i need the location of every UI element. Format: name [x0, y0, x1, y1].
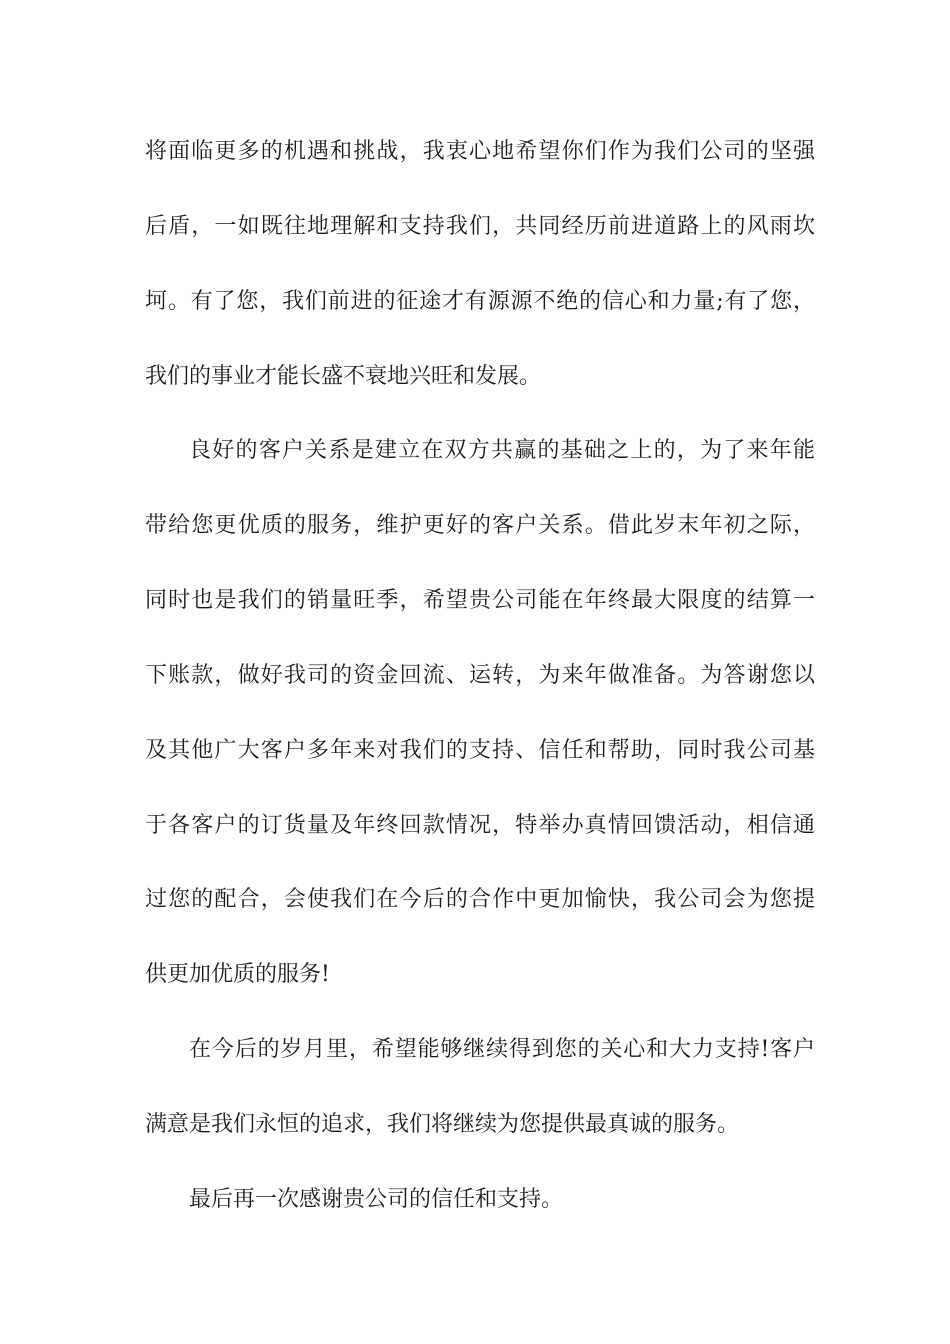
text-line: 后盾，一如既往地理解和支持我们，共同经历前进道路上的风雨坎 — [145, 214, 815, 239]
text-line: 同时也是我们的销量旺季，希望贵公司能在年终最大限度的结算一 — [145, 588, 815, 613]
paragraph-first-line: 良好的客户关系是建立在双方共赢的基础之上的，为了来年能 — [189, 438, 815, 463]
text-line: 供更加优质的服务! — [145, 962, 330, 987]
text-line: 于各客户的订货量及年终回款情况，特举办真情回馈活动，相信通 — [145, 813, 815, 838]
paragraph-first-line: 最后再一次感谢贵公司的信任和支持。 — [189, 1187, 564, 1212]
text-line: 将面临更多的机遇和挑战，我衷心地希望你们作为我们公司的坚强 — [145, 139, 815, 164]
paragraph-first-line: 在今后的岁月里，希望能够继续得到您的关心和大力支持!客户 — [189, 1037, 815, 1062]
text-line: 过您的配合，会使我们在今后的合作中更加愉快，我公司会为您提 — [145, 887, 815, 912]
text-line: 坷。有了您，我们前进的征途才有源源不绝的信心和力量;有了您， — [145, 289, 815, 314]
text-line: 我们的事业才能长盛不衰地兴旺和发展。 — [145, 364, 542, 389]
text-line: 下账款，做好我司的资金回流、运转，为来年做准备。为答谢您以 — [145, 663, 815, 688]
text-line: 及其他广大客户多年来对我们的支持、信任和帮助，同时我公司基 — [145, 738, 815, 763]
text-line: 满意是我们永恒的追求，我们将继续为您提供最真诚的服务。 — [145, 1112, 740, 1137]
text-line: 带给您更优质的服务，维护更好的客户关系。借此岁末年初之际， — [145, 513, 815, 538]
